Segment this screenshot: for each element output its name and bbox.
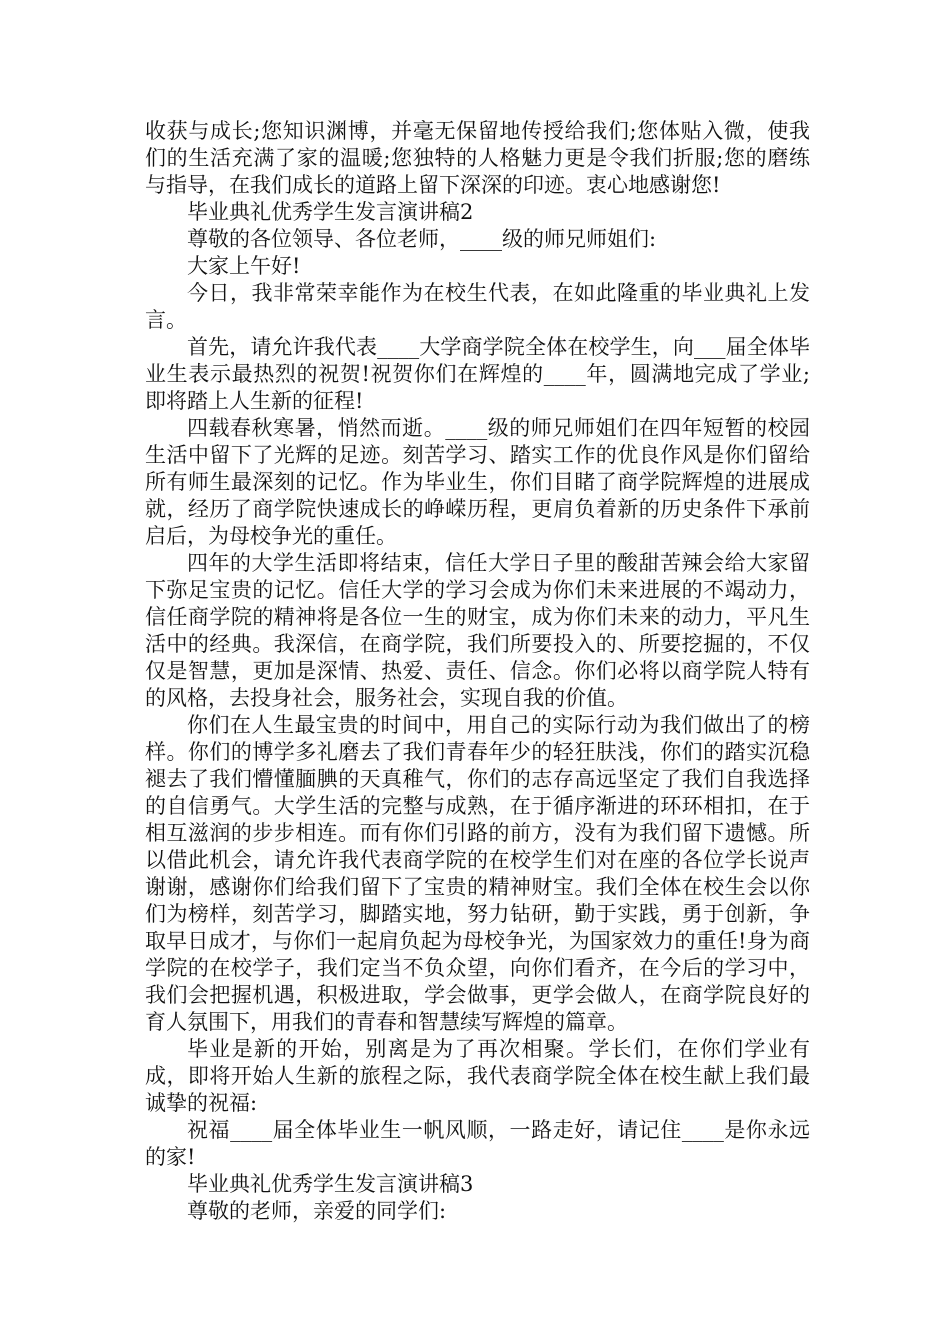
paragraph-closing-thanks: 收获与成长;您知识渊博，并毫无保留地传授给我们;您体贴入微，使我们的生活充满了家的温暖;您独特的人格魅力更是令我们折服;您的磨练与指导，在我们成长的道路上留下深深的印迹。衷心地感谢您! [145, 119, 810, 197]
paragraph-congratulations: 首先，请允许我代表____大学商学院全体在校学生，向___届全体毕业生表示最热烈的祝贺!祝贺你们在辉煌的____年，圆满地完成了学业;即将踏上人生新的征程! [145, 335, 810, 413]
speech-title-2: 毕业典礼优秀学生发言演讲稿2 [187, 200, 474, 224]
paragraph-new-beginning: 毕业是新的开始，别离是为了再次相聚。学长们，在你们学业有成，即将开始人生新的旅程之际，我代表商学院全体在校生献上我们最诚挚的祝福: [145, 1037, 810, 1115]
paragraph-university-life: 四年的大学生活即将结束，信任大学日子里的酸甜苦辣会给大家留下弥足宝贵的记忆。信任大学的学习会成为你们未来进展的不竭动力，信任商学院的精神将是各位一生的财宝，成为你们未来的动力，平凡生活中的经典。我深信，在商学院，我们所要投入的、所要挖掘的，不仅仅是智慧，更加是深情、热爱、责任、信念。你们必将以商学院人特有的风格，去投身社会，服务社会，实现自我的价值。 [145, 551, 810, 710]
paragraph-role-model: 你们在人生最宝贵的时间中，用自己的实际行动为我们做出了的榜样。你们的博学多礼磨去了我们青春年少的轻狂肤浅，你们的踏实沉稳褪去了我们懵懂腼腆的天真稚气，你们的志存高远坚定了我们自我选择的自信勇气。大学生活的完整与成熟，在于循序渐进的环环相扣，在于相互滋润的步步相连。而有你们引路的前方，没有为我们留下遗憾。所以借此机会，请允许我代表商学院的在校学生们对在座的各位学长说声谢谢，感谢你们给我们留下了宝贵的精神财宝。我们全体在校生会以你们为榜样，刻苦学习，脚踏实地，努力钻研，勤于实践，勇于创新，争取早日成才，与你们一起肩负起为母校争光，为国家效力的重任!身为商学院的在校学子，我们定当不负众望，向你们看齐，在今后的学习中，我们会把握机遇，积极进取，学会做事，更学会做人，在商学院良好的育人氛围下，用我们的青春和智慧续写辉煌的篇章。 [145, 713, 810, 1034]
paragraph-four-years: 四载春秋寒暑，悄然而逝。____级的师兄师姐们在四年短暂的校园生活中留下了光辉的足迹。刻苦学习、踏实工作的优良作风是你们留给所有师生最深刻的记忆。作为毕业生，你们目睹了商学院辉煌的进展成就，经历了商学院快速成长的峥嵘历程，更肩负着新的历史条件下承前启后，为母校争光的重任。 [145, 416, 810, 548]
greeting: 大家上午好! [187, 254, 301, 278]
salutation-leaders: 尊敬的各位领导、各位老师，____级的师兄师姐们: [187, 227, 657, 251]
salutation-teachers: 尊敬的老师，亲爱的同学们: [187, 1199, 447, 1223]
paragraph-intro: 今日，我非常荣幸能作为在校生代表，在如此隆重的毕业典礼上发言。 [145, 281, 810, 332]
paragraph-blessing: 祝福____届全体毕业生一帆风顺，一路走好，请记住____是你永远的家! [145, 1118, 810, 1169]
speech-title-3: 毕业典礼优秀学生发言演讲稿3 [187, 1172, 474, 1196]
document-page [145, 118, 810, 1225]
